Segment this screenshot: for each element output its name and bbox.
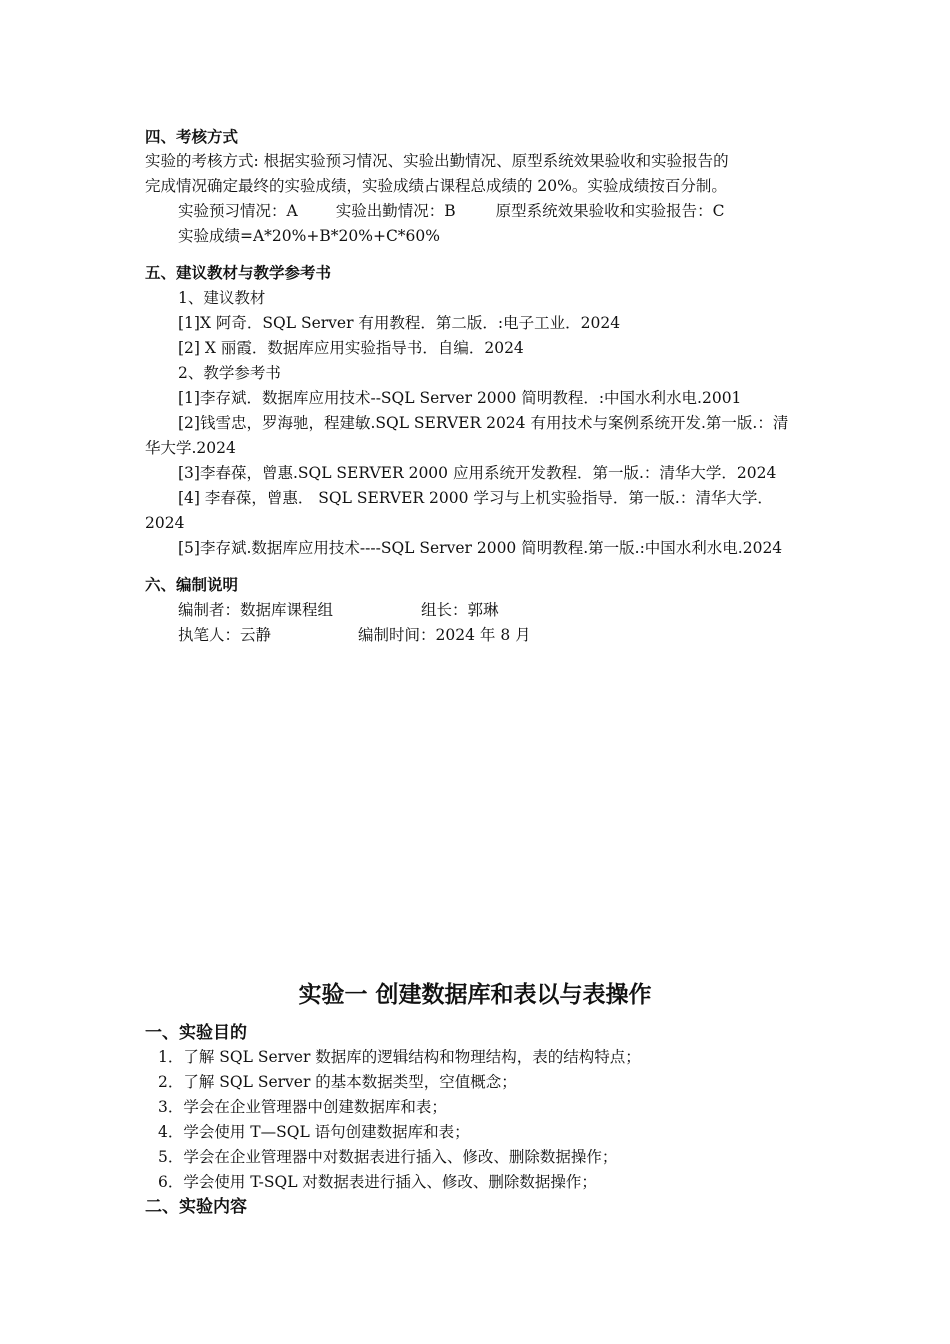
- section4-para-line1: 实验的考核方式: 根据实验预习情况、实验出勤情况、原型系统效果验收和实验报告的: [145, 152, 729, 170]
- textbooks-label: 1、建议教材: [178, 289, 266, 307]
- experiment-title: 实验一 创建数据库和表以与表操作: [298, 982, 652, 1008]
- writer-line: [178, 624, 818, 646]
- grade-b: 实验出勤情况：B: [335, 202, 456, 220]
- purpose-item: 3．学会在企业管理器中创建数据库和表；: [158, 1098, 447, 1116]
- reference-item-5: [5]李存斌.数据库应用技术----SQL Server 2000 简明教程.第一版.:中国水利水电.2024: [178, 539, 783, 557]
- section5-heading: 五、建议教材与教学参考书: [145, 264, 332, 282]
- section4-heading: 四、考核方式: [145, 128, 239, 146]
- reference-item-2-line1: [2]钱雪忠，罗海驰，程建敏.SQL SERVER 2024 有用技术与案例系统开发.第一版.：清: [178, 414, 789, 432]
- purpose-heading: 一、实验目的: [145, 1023, 247, 1043]
- section6-heading: 六、编制说明: [145, 576, 239, 594]
- editor-line: [178, 599, 818, 621]
- reference-item-4-line2: 2024: [145, 514, 185, 532]
- writer: 执笔人：云静: [178, 626, 272, 644]
- textbook-item: [2] X 丽霞．数据库应用实验指导书．自编．2024: [178, 339, 524, 357]
- references-label: 2、教学参考书: [178, 364, 281, 382]
- reference-item-2-line2: 华大学.2024: [145, 439, 236, 457]
- textbook-item: [1]X 阿奇．SQL Server 有用教程．第二版．:电子工业．2024: [178, 314, 621, 332]
- compile-date: 编制时间：2024 年 8 月: [358, 626, 531, 644]
- group-leader: 组长：郭琳: [421, 601, 499, 619]
- grade-c: 原型系统效果验收和实验报告：C: [495, 202, 725, 220]
- reference-item-4-line1: [4] 李春葆，曾惠． SQL SERVER 2000 学习与上机实验指导．第一版.：清华大学．: [178, 489, 773, 507]
- purpose-item: 6．学会使用 T-SQL 对数据表进行插入、修改、删除数据操作；: [158, 1173, 597, 1191]
- section4-para-line2: 完成情况确定最终的实验成绩，实验成绩占课程总成绩的 20%。实验成绩按百分制。: [145, 177, 727, 195]
- grade-a: 实验预习情况：A: [178, 202, 298, 220]
- purpose-item: 5．学会在企业管理器中对数据表进行插入、修改、删除数据操作；: [158, 1148, 618, 1166]
- purpose-item: 2．了解 SQL Server 的基本数据类型，空值概念；: [158, 1073, 517, 1091]
- grade-line: [178, 200, 818, 222]
- editor: 编制者：数据库课程组: [178, 601, 334, 619]
- grade-formula: 实验成绩=A*20%+B*20%+C*60%: [178, 227, 441, 245]
- reference-item-1: [1]李存斌．数据库应用技术--SQL Server 2000 简明教程．:中国水利水电.2001: [178, 389, 742, 407]
- content-heading: 二、实验内容: [145, 1197, 247, 1217]
- purpose-item: 1．了解 SQL Server 数据库的逻辑结构和物理结构，表的结构特点；: [158, 1048, 641, 1066]
- purpose-item: 4．学会使用 T—SQL 语句创建数据库和表；: [158, 1123, 470, 1141]
- reference-item-3: [3]李春葆，曾惠.SQL SERVER 2000 应用系统开发教程．第一版.：清华大学．2024: [178, 464, 777, 482]
